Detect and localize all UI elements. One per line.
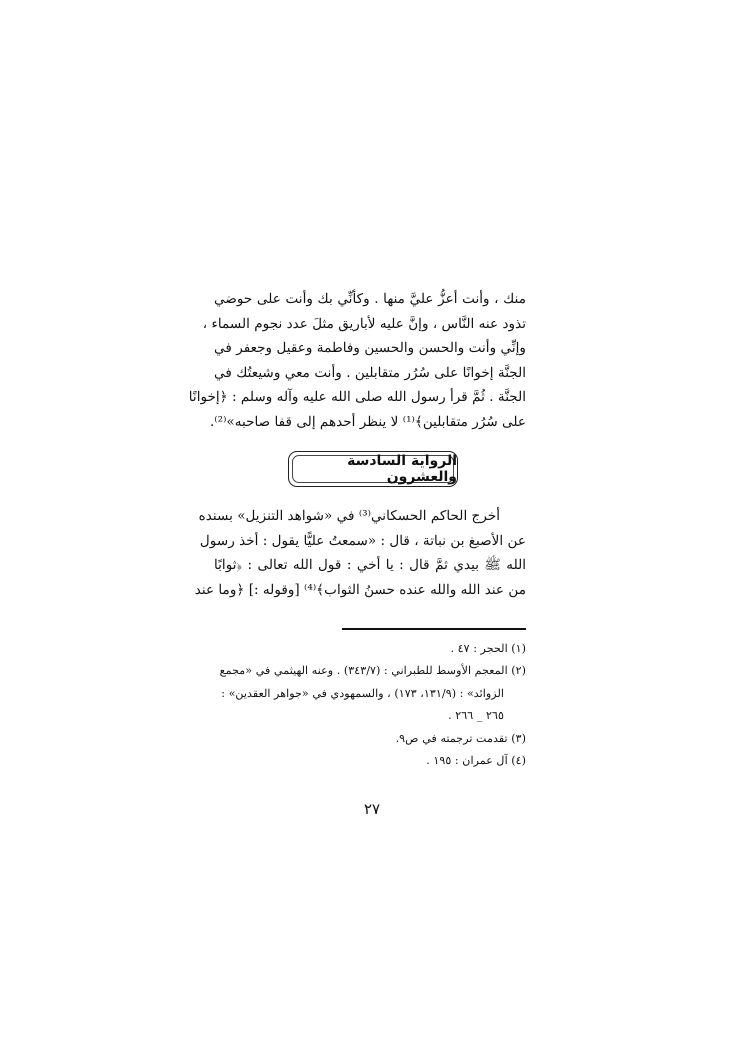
paragraph-1 bbox=[188, 287, 526, 435]
page-number: ٢٧ bbox=[363, 800, 381, 818]
paragraph-2 bbox=[194, 504, 526, 602]
footnote-separator bbox=[342, 628, 526, 630]
text-line: الجنَّة . ثُمَّ قرأ رسول الله صلى الله عليه وآله وسلم : ﴿إخوانًا bbox=[188, 389, 526, 406]
text-line: عن الأصبغ بن نباتة ، قال : «سمعتُ عليًّا يقول : أخذ رسول bbox=[199, 532, 526, 549]
footnote-2: (٢) المعجم الأوسط للطبراني : (٣٤٣/٧) . وعنه الهيثمي في «مجمع bbox=[219, 664, 526, 678]
footnote-4: (٤) آل عمران : ١٩٥ . bbox=[426, 753, 526, 767]
footnote-2-continued: الزوائد» : (١٣١/٩، ١٧٣) ، والسمهودي في «جواهر العقدين» : bbox=[221, 686, 504, 700]
text-line: أخرج الحاكم الحسكاني⁽³⁾ في «شواهد التنزيل» بسنده bbox=[198, 508, 500, 524]
text-line: من عند الله والله عنده حسنُ الثواب﴾⁽⁴⁾ [وقوله :] ﴿وما عند bbox=[194, 581, 526, 598]
footnote-3: (٣) تقدمت ترجمته في ص٩. bbox=[395, 731, 526, 745]
text-line: على سُرُر متقابلين﴾⁽¹⁾ لا ينظر أحدهم إلى قفا صاحبه»⁽²⁾. bbox=[209, 413, 526, 430]
text-line: تذود عنه النَّاس ، وإنَّ عليه لأباريق مثلَ عدد نجوم السماء ، bbox=[202, 315, 526, 332]
footnote-1: (١) الحجر : ٤٧ . bbox=[450, 642, 526, 655]
text-line: الجنَّة إخوانًا على سُرُر متقابلين . وأنت معي وشيعتُك في bbox=[214, 364, 526, 381]
footnotes bbox=[214, 638, 526, 772]
section-heading-box bbox=[288, 451, 458, 487]
text-line: الله ﷺ بيدي ثمَّ قال : يا أخي : قول الله تعالى : ﴿ثوابًا bbox=[214, 557, 526, 574]
text-line: منك ، وأنت أعزُّ عليَّ منها . وكأنِّي بك وأنت على حوضي bbox=[214, 291, 526, 307]
text-line: وإنِّي وأنت والحسن والحسين وفاطمة وعقيل وجعفر في bbox=[214, 340, 526, 357]
footnote-2-continued: ٢٦٥ _ ٢٦٦ . bbox=[448, 709, 504, 723]
section-heading: الرواية السادسة والعشرون bbox=[347, 453, 457, 485]
